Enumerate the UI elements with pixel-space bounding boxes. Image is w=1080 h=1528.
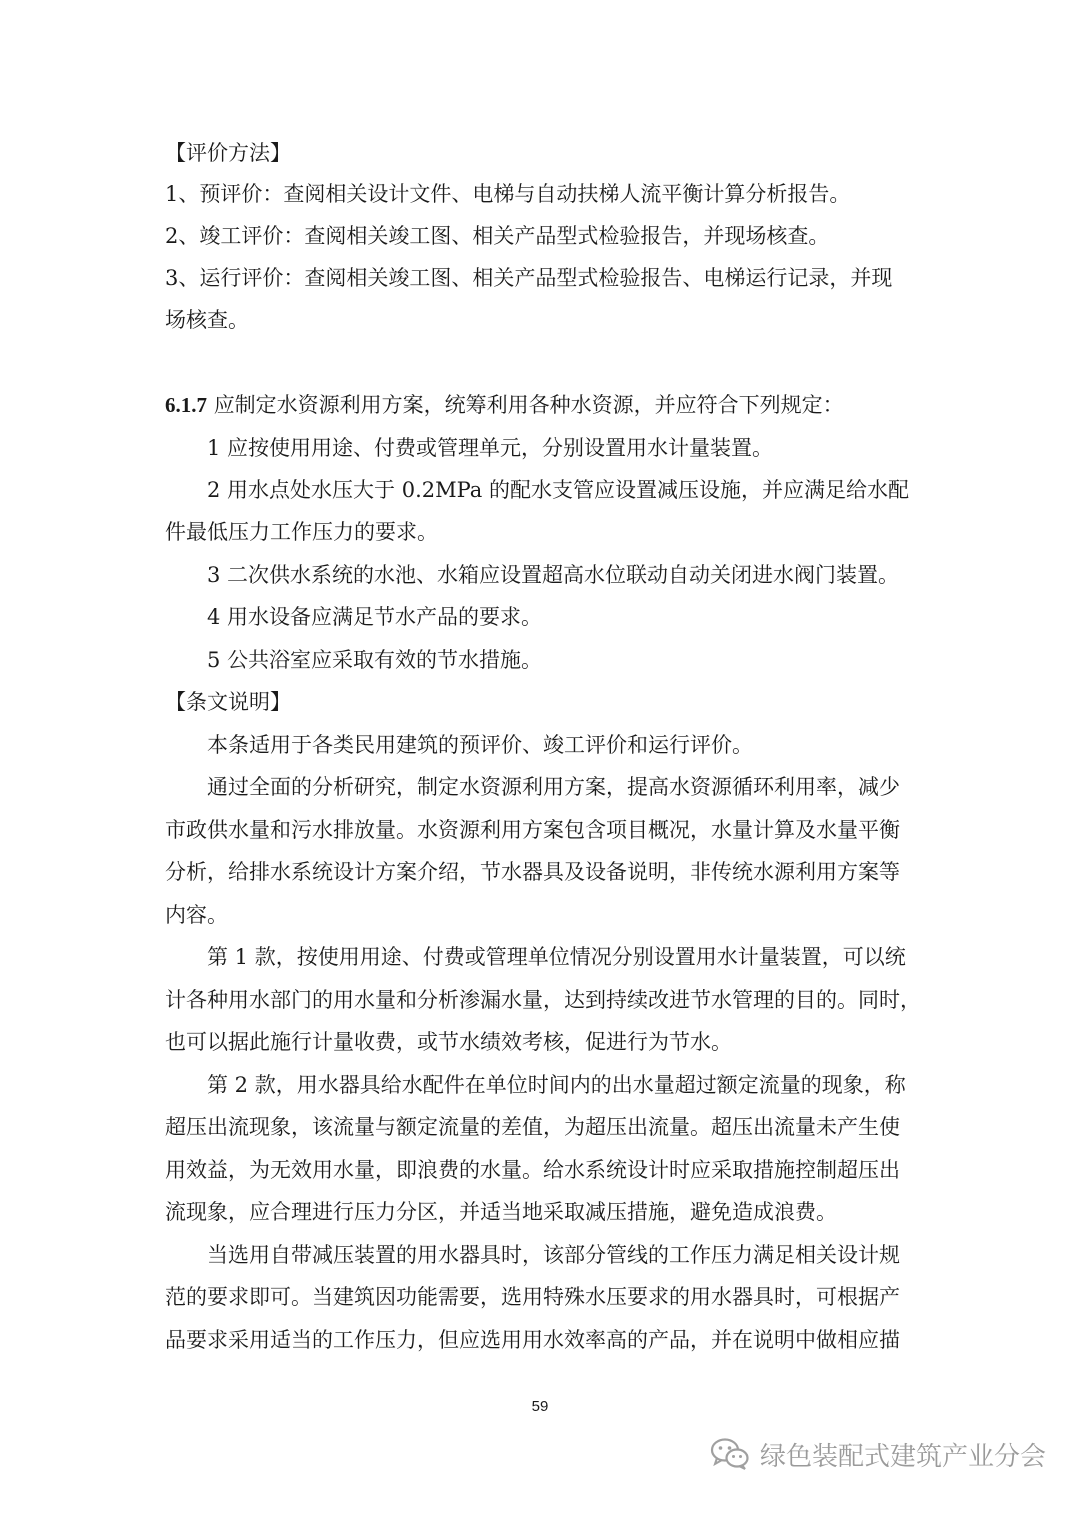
page-number: 59: [531, 1398, 549, 1415]
watermark: [710, 1434, 1046, 1474]
explanation-paragraph-5: 当选用自带减压装置的用水器具时，该部分管线的工作压力满足相关设计规: [207, 1243, 900, 1267]
completion-evaluation-item: 2、竣工评价：查阅相关竣工图、相关产品型式检验报告，并现场核查。: [165, 224, 830, 248]
explanation-paragraph-4: 第 2 款，用水器具给水配件在单位时间内的出水量超过额定流量的现象，称: [207, 1073, 906, 1097]
operation-evaluation-item: 3、运行评价：查阅相关竣工图、相关产品型式检验报告、电梯运行记录，并现: [165, 266, 893, 290]
evaluation-method-heading: 【评价方法】: [165, 141, 291, 165]
clause-number: 6.1.7: [165, 393, 207, 417]
explanation-paragraph-1: 本条适用于各类民用建筑的预评价、竣工评价和运行评价。: [207, 733, 753, 757]
provision-5: 5 公共浴室应采取有效的节水措施。: [207, 648, 543, 672]
explanation-paragraph-4-line-4: 流现象，应合理进行压力分区，并适当地采取减压措施，避免造成浪费。: [165, 1200, 837, 1224]
provision-2-cont: 件最低压力工作压力的要求。: [165, 520, 438, 544]
watermark-text: 绿色装配式建筑产业分会: [759, 1441, 1046, 1472]
provision-1: 1 应按使用用途、付费或管理单元，分别设置用水计量装置。: [207, 436, 774, 460]
explanation-paragraph-3-line-3: 也可以据此施行计量收费，或节水绩效考核，促进行为节水。: [165, 1030, 732, 1054]
explanation-paragraph-2-line-3: 分析，给排水系统设计方案介绍，节水器具及设备说明，非传统水源利用方案等: [165, 860, 900, 884]
explanation-paragraph-2-line-4: 内容。: [165, 903, 228, 927]
explanation-paragraph-4-line-3: 用效益，为无效用水量，即浪费的水量。给水系统设计时应采取措施控制超压出: [165, 1158, 900, 1182]
operation-evaluation-item-cont: 场核查。: [165, 308, 249, 332]
wechat-icon: [710, 1437, 750, 1471]
explanation-paragraph-2-line-2: 市政供水量和污水排放量。水资源利用方案包含项目概况，水量计算及水量平衡: [165, 818, 900, 842]
provision-4: 4 用水设备应满足节水产品的要求。: [207, 605, 543, 629]
explanation-paragraph-3-line-2: 计各种用水部门的用水量和分析渗漏水量，达到持续改进节水管理的目的。同时，: [165, 988, 921, 1012]
clause-heading: [165, 390, 917, 420]
provision-3: 3 二次供水系统的水池、水箱应设置超高水位联动自动关闭进水阀门装置。: [207, 563, 900, 587]
explanation-paragraph-5-line-3: 品要求采用适当的工作压力，但应选用用水效率高的产品，并在说明中做相应描: [165, 1328, 900, 1352]
clause-title: 应制定水资源利用方案，统筹利用各种水资源，并应符合下列规定：: [213, 393, 844, 417]
explanation-paragraph-3: 第 1 款，按使用用途、付费或管理单位情况分别设置用水计量装置，可以统: [207, 945, 906, 969]
explanation-paragraph-5-line-2: 范的要求即可。当建筑因功能需要，选用特殊水压要求的用水器具时，可根据产: [165, 1285, 900, 1309]
pre-evaluation-item: 1、预评价：查阅相关设计文件、电梯与自动扶梯人流平衡计算分析报告。: [165, 182, 851, 206]
provision-2: 2 用水点处水压大于 0.2MPa 的配水支管应设置减压设施，并应满足给水配: [207, 478, 909, 502]
explanation-paragraph-2: 通过全面的分析研究，制定水资源利用方案，提高水资源循环利用率，减少: [207, 775, 900, 799]
clause-explanation-heading: 【条文说明】: [165, 690, 291, 714]
explanation-paragraph-4-line-2: 超压出流现象，该流量与额定流量的差值，为超压出流量。超压出流量未产生使: [165, 1115, 900, 1139]
